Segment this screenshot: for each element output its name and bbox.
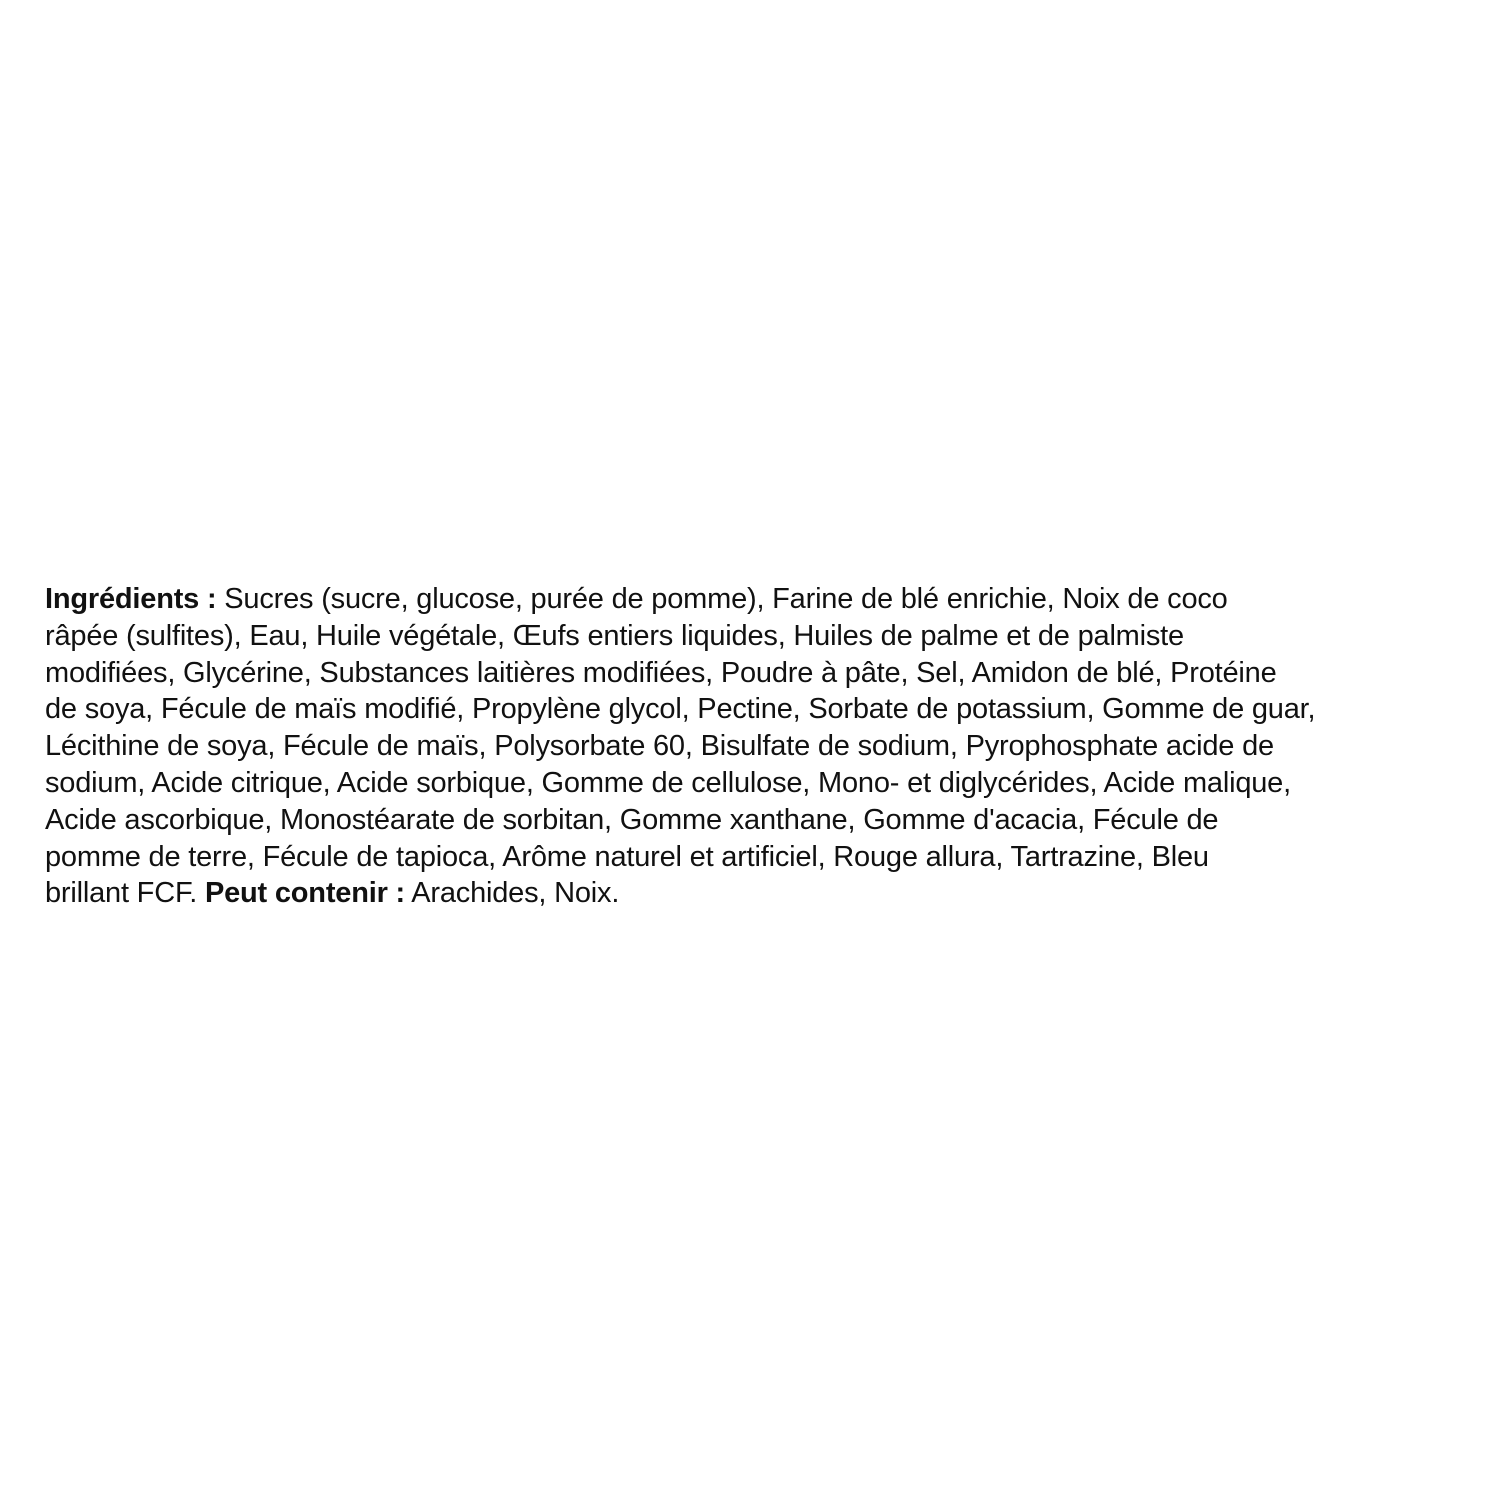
ingredients-line-7: Acide ascorbique, Monostéarate de sorbitan, Gomme xanthane, Gomme d'acacia, Fécule de	[45, 803, 1219, 836]
ingredients-text-end: brillant FCF.	[45, 877, 205, 910]
may-contain-heading: Peut contenir :	[204, 877, 405, 910]
ingredients-heading: Ingrédients :	[45, 583, 217, 615]
ingredients-line-9	[45, 875, 1465, 912]
ingredients-line-8: pomme de terre, Fécule de tapioca, Arôme naturel et artificiel, Rouge allura, Tartrazine, Bleu	[45, 840, 1209, 873]
ingredients-line-2: râpée (sulfites), Eau, Huile végétale, Œufs entiers liquides, Huiles de palme et de palmiste	[45, 619, 1184, 652]
ingredients-line-4: de soya, Fécule de maïs modifié, Propylène glycol, Pectine, Sorbate de potassium, Gomme de guar,	[45, 693, 1316, 726]
ingredients-text: Sucres (sucre, glucose, purée de pomme), Farine de blé enrichie, Noix de coco	[216, 583, 1228, 615]
ingredients-line-6: sodium, Acide citrique, Acide sorbique, Gomme de cellulose, Mono- et diglycérides, Acide malique,	[45, 766, 1291, 799]
may-contain-text: Arachides, Noix.	[404, 877, 620, 910]
ingredients-line-3: modifiées, Glycérine, Substances laitières modifiées, Poudre à pâte, Sel, Amidon de blé, Protéine	[45, 656, 1277, 689]
ingredients-list	[45, 581, 1465, 912]
ingredients-line-5: Lécithine de soya, Fécule de maïs, Polysorbate 60, Bisulfate de sodium, Pyrophosphate acide de	[45, 730, 1274, 763]
ingredients-line-1	[45, 581, 1465, 618]
